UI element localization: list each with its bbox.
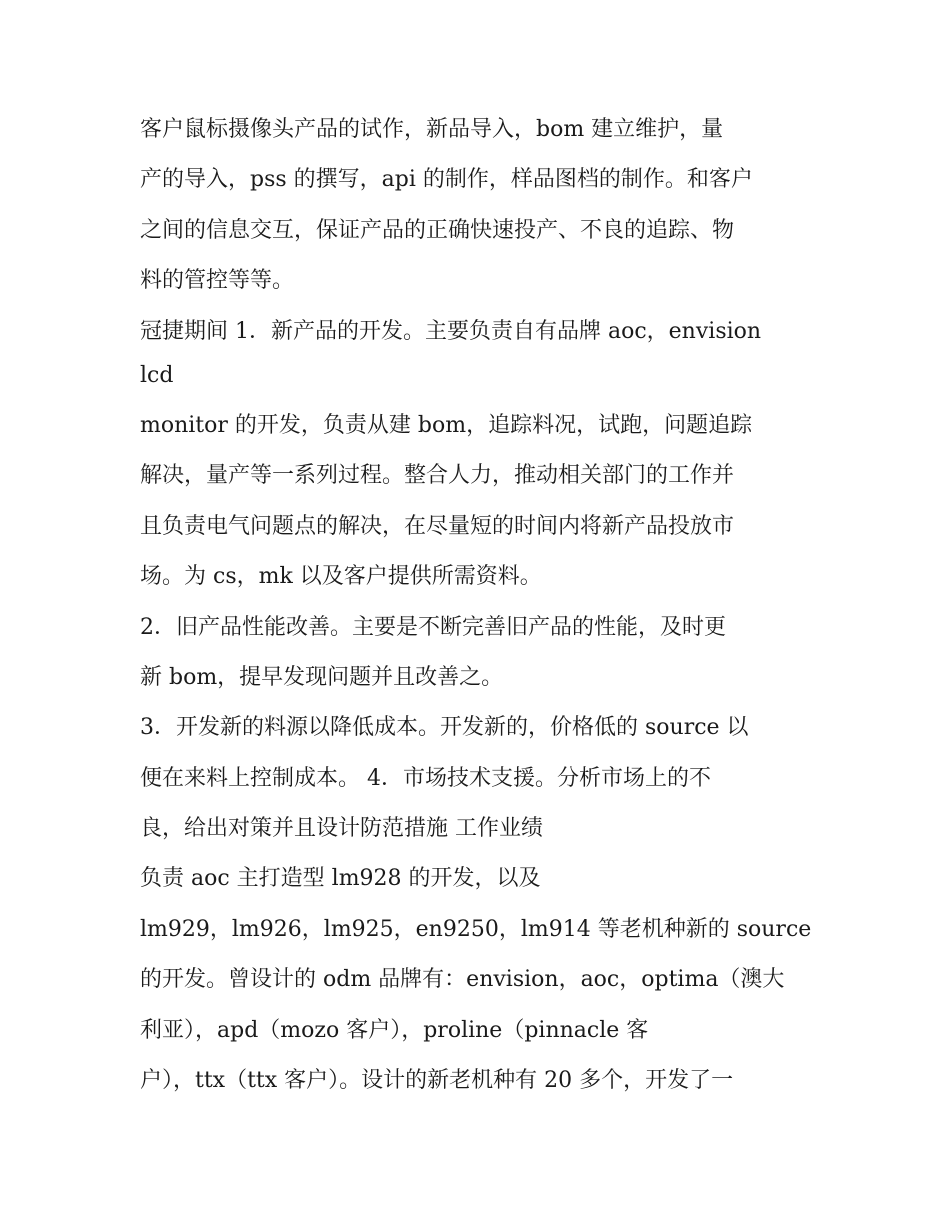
document-body [140,110,820,1111]
text-line: 3．开发新的料源以降低成本。开发新的，价格低的 source 以 [140,715,749,741]
text-line: 产的导入，pss 的撰写，api 的制作，样品图档的制作。和客户 [140,167,753,193]
text-line: 且负责电气问题点的解决，在尽量短的时间内将新产品投放市 [140,513,735,539]
text-line: 便在来料上控制成本。 4．市场技术支援。分析市场上的不 [140,765,711,791]
text-line: 良，给出对策并且设计防范措施 工作业绩 [140,816,543,842]
text-line: 冠捷期间 1．新产品的开发。主要负责自有品牌 aoc，envision [140,318,762,344]
text-line: 场。为 cs，mk 以及客户提供所需资料。 [140,564,542,590]
text-line: 负责 aoc 主打造型 lm928 的开发，以及 [140,866,541,892]
text-line: 解决，量产等一系列过程。整合人力，推动相关部门的工作并 [140,463,735,489]
text-line: 利亚），apd（mozo 客户），proline（pinnacle 客 [140,1017,649,1043]
text-line: lcd [140,362,174,388]
text-line: lm929，lm926，lm925，en9250，lm914 等老机种新的 source [140,916,812,942]
text-line: 料的管控等等。 [140,268,295,294]
text-line: 2．旧产品性能改善。主要是不断完善旧产品的性能，及时更 [140,614,726,640]
text-line: 客户鼠标摄像头产品的试作，新品导入，bom 建立维护，量 [140,117,724,142]
text-line: monitor 的开发，负责从建 bom，追踪料况，试跑，问题追踪 [140,412,753,438]
text-line: 之间的信息交互，保证产品的正确快速投产、不良的追踪、物 [140,217,735,243]
text-line: 的开发。曾设计的 odm 品牌有：envision，aoc，optima（澳大 [140,967,785,993]
text-line: 户），ttx（ttx 客户）。设计的新老机种有 20 多个，开发了一 [140,1068,734,1094]
text-line: 新 bom，提早发现问题并且改善之。 [140,664,504,690]
